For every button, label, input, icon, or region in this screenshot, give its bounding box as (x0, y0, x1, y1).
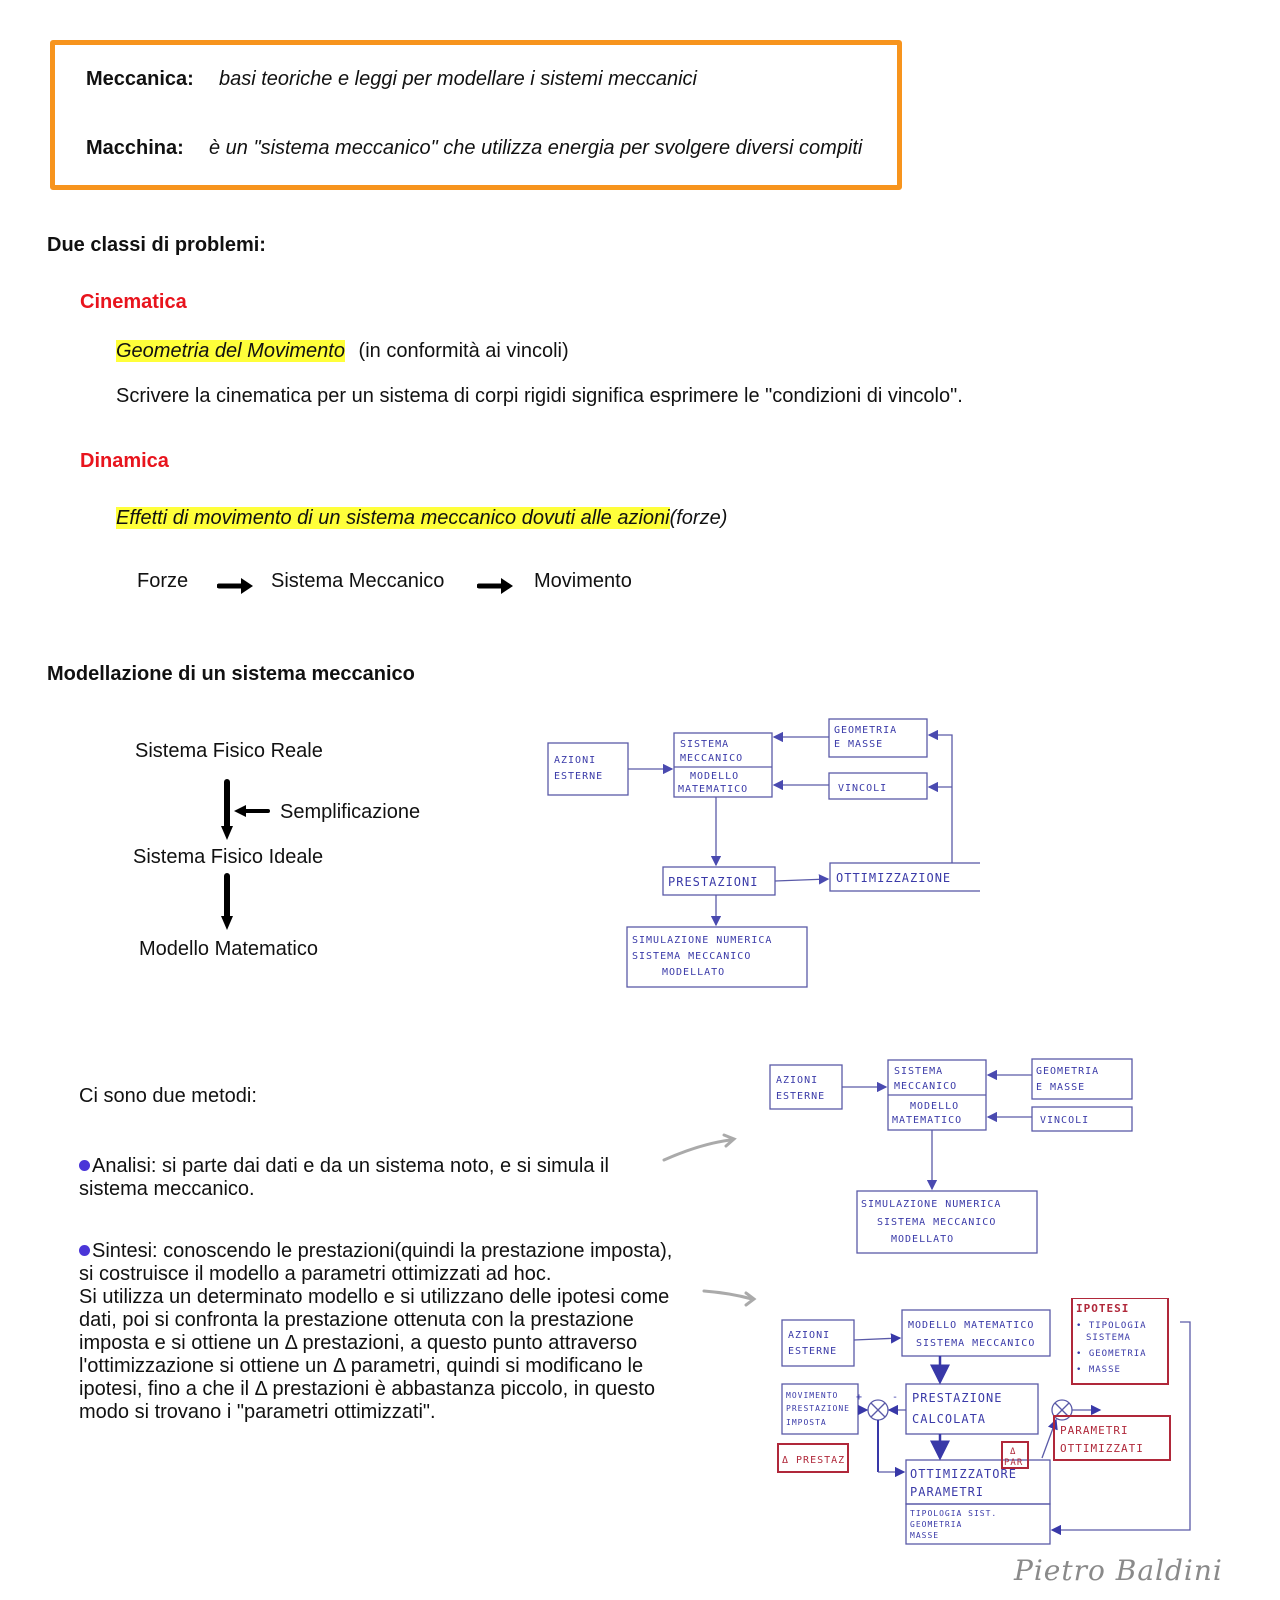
dinamica-highlight: Effetti di movimento di un sistema meccanico dovuti alle azioni (116, 507, 670, 529)
dinamica-note: (forze) (669, 507, 728, 529)
d2-modello-1: MODELLO (910, 1101, 960, 1112)
d2-azioni-1: AZIONI (776, 1075, 819, 1086)
arrow-down-icon (212, 778, 272, 848)
step-modello-matematico: Modello Matematico (139, 938, 318, 960)
heading-dinamica: Dinamica (80, 450, 169, 472)
definition-term-macchina: Macchina: (86, 137, 184, 159)
heading-cinematica: Cinematica (80, 291, 187, 313)
d2-simulazione-2: SISTEMA MECCANICO (877, 1217, 997, 1228)
d1-simulazione-1: SIMULAZIONE NUMERICA (632, 935, 773, 946)
arrow-right-icon (477, 575, 517, 597)
d2-azioni-2: ESTERNE (776, 1091, 826, 1102)
d3-azioni-1: AZIONI (788, 1330, 831, 1341)
d1-simulazione-3: MODELLATO (662, 967, 726, 978)
cinematica-highlight: Geometria del Movimento (116, 340, 345, 362)
definitions-box (50, 40, 902, 190)
section-title-problemi: Due classi di problemi: (47, 234, 266, 256)
d3-tipologia-1: TIPOLOGIA SIST. (910, 1509, 998, 1518)
d1-modello-2: MATEMATICO (678, 784, 749, 795)
d1-simulazione-2: SISTEMA MECCANICO (632, 951, 752, 962)
d3-plus: + (856, 1392, 864, 1403)
step-semplificazione: Semplificazione (280, 801, 421, 823)
d3-dpar-2: PAR (1004, 1458, 1024, 1468)
definition-term-meccanica: Meccanica: (86, 68, 194, 90)
d3-modello-2: SISTEMA MECCANICO (916, 1338, 1036, 1349)
d2-simulazione-1: SIMULAZIONE NUMERICA (861, 1199, 1002, 1210)
diagram-analisi (768, 1055, 1138, 1255)
d1-vincoli: VINCOLI (838, 783, 888, 794)
bullet-icon (79, 1160, 90, 1171)
d3-ipotesi-5: • MASSE (1076, 1365, 1121, 1375)
step-sistema-fisico-ideale: Sistema Fisico Ideale (133, 846, 324, 868)
d1-modello-1: MODELLO (690, 771, 740, 782)
d3-prestazione-2: CALCOLATA (912, 1412, 987, 1426)
d3-parametri-2: OTTIMIZZATI (1060, 1442, 1144, 1455)
definition-text-meccanica: basi teoriche e leggi per modellare i sistemi meccanici (219, 68, 697, 90)
d1-geometria-1: GEOMETRIA (834, 725, 898, 736)
d1-sistema-1: SISTEMA (680, 739, 730, 750)
d1-sistema-2: MECCANICO (680, 753, 744, 764)
method-analisi: Analisi: si parte dai dati e da un sistema noto, e si simula il sistema meccanico. (79, 1155, 609, 1200)
d3-azioni-2: ESTERNE (788, 1346, 838, 1357)
diagram-modellazione (540, 715, 980, 995)
d3-ipotesi-4: • GEOMETRIA (1076, 1349, 1147, 1359)
d3-movimento-2: PRESTAZIONE (786, 1404, 850, 1413)
d3-dpar-1: Δ (1010, 1447, 1017, 1457)
d2-vincoli: VINCOLI (1040, 1115, 1090, 1126)
d3-ottimizzatore-2: PARAMETRI (910, 1485, 985, 1499)
d3-movimento-1: MOVIMENTO (786, 1391, 839, 1400)
d3-prestazione-1: PRESTAZIONE (912, 1391, 1003, 1405)
arrow-right-icon (217, 575, 257, 597)
d3-minus: - (892, 1392, 900, 1403)
d1-azioni-2: ESTERNE (554, 771, 604, 782)
d2-simulazione-3: MODELLATO (891, 1234, 955, 1245)
d3-tipologia-3: MASSE (910, 1531, 940, 1540)
d3-movimento-3: IMPOSTA (786, 1418, 827, 1427)
d2-geometria-2: E MASSE (1036, 1082, 1086, 1093)
arrow-down-icon (212, 872, 242, 936)
d3-ipotesi-3: SISTEMA (1086, 1333, 1131, 1343)
d2-sistema-1: SISTEMA (894, 1066, 944, 1077)
d2-sistema-2: MECCANICO (894, 1081, 958, 1092)
methods-intro: Ci sono due metodi: (79, 1085, 257, 1107)
flow-sistema-meccanico: Sistema Meccanico (271, 570, 445, 592)
dinamica-definition (116, 507, 727, 530)
diagram-sintesi (772, 1298, 1212, 1550)
flow-movimento: Movimento (534, 570, 632, 592)
d1-prestazioni: PRESTAZIONI (668, 875, 759, 889)
signature (1010, 1548, 1250, 1592)
cinematica-body: Scrivere la cinematica per un sistema di corpi rigidi significa esprimere le "condizioni di vincolo". (116, 385, 963, 407)
bullet-icon (79, 1245, 90, 1256)
cinematica-note: (in conformità ai vincoli) (358, 340, 569, 362)
pointer-arrow-icon (700, 1283, 760, 1313)
d2-modello-2: MATEMATICO (892, 1115, 963, 1126)
svg-text:Pietro Baldini: Pietro Baldini (1014, 1554, 1223, 1587)
d3-parametri-1: PARAMETRI (1060, 1424, 1129, 1437)
d1-azioni-1: AZIONI (554, 755, 597, 766)
d3-ottimizzatore-1: OTTIMIZZATORE (910, 1467, 1017, 1481)
definition-text-macchina: è un "sistema meccanico" che utilizza energia per svolgere diversi compiti (209, 137, 863, 159)
d3-ipotesi-1: IPOTESI (1076, 1302, 1130, 1315)
d3-tipologia-2: GEOMETRIA (910, 1520, 963, 1529)
pointer-arrow-icon (660, 1130, 740, 1170)
d3-ipotesi-2: • TIPOLOGIA (1076, 1321, 1147, 1331)
d2-geometria-1: GEOMETRIA (1036, 1066, 1100, 1077)
d1-ottimizzazione: OTTIMIZZAZIONE (836, 871, 952, 885)
flow-forze: Forze (137, 570, 189, 592)
step-sistema-fisico-reale: Sistema Fisico Reale (135, 740, 323, 762)
section-title-modellazione: Modellazione di un sistema meccanico (47, 663, 415, 685)
d1-geometria-2: E MASSE (834, 739, 884, 750)
cinematica-definition (116, 340, 569, 363)
method-sintesi: Sintesi: conoscendo le prestazioni(quindi la prestazione imposta), si costruisce il modello a parametri ottimizzati ad hoc. Si utilizza un determinato modello e si utilizzano delle ipotesi come dati, poi si confronta la prestazione ottenuta con la prestazione imposta e si ottiene un Δ prestazioni, a questo punto attraverso l'ottimizzazione si ottiene un Δ parametri, quindi si modificano le ipotesi, fino a che il Δ prestazioni è abbastanza piccolo, in questo modo si trovano i "parametri ottimizzati". (79, 1240, 673, 1423)
d3-dprestaz: Δ PRESTAZ. (782, 1455, 853, 1466)
d3-modello-1: MODELLO MATEMATICO (908, 1320, 1035, 1331)
